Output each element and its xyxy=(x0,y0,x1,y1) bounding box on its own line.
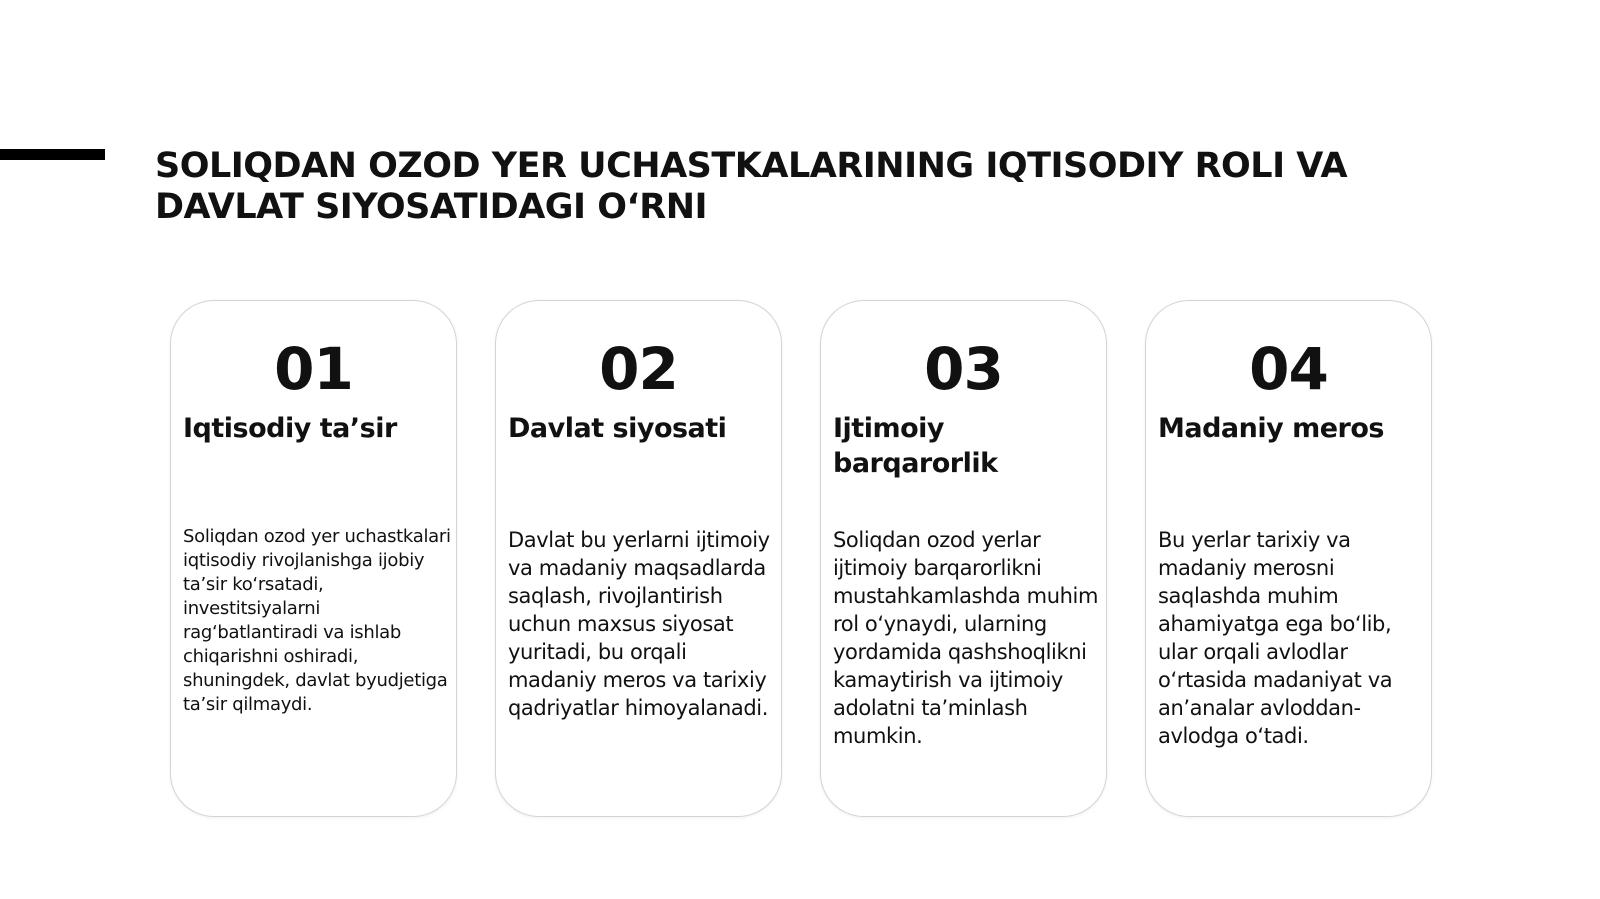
card-heading: Ijtimoiy barqarorlik xyxy=(833,413,998,479)
card-state-policy xyxy=(495,300,782,817)
card-body: Soliqdan ozod yerlar ijtimoiy barqarorlikni mustahkamlashda muhim rol o‘ynaydi, ularning yordamida qashshoqlikni kamaytirish va ijtimoiy adolatni ta’minlash mumkin. xyxy=(833,528,1099,748)
card-body: Soliqdan ozod yer uchastkalari iqtisodiy rivojlanishga ijobiy ta’sir ko‘rsatadi, investitsiyalarni rag‘batlantiradi va ishlab chiqarishni oshiradi, shuningdek, davlat byudjetiga ta’sir qilmaydi. xyxy=(183,526,451,715)
card-number: 04 xyxy=(1249,335,1328,403)
card-heading: Davlat siyosati xyxy=(508,413,727,444)
card-cultural-heritage xyxy=(1145,300,1432,817)
card-economic-impact xyxy=(170,300,457,817)
card-heading: Iqtisodiy ta’sir xyxy=(183,413,397,444)
card-number: 01 xyxy=(274,335,353,403)
card-number: 03 xyxy=(924,335,1003,403)
card-social-stability xyxy=(820,300,1107,817)
card-number: 02 xyxy=(599,335,678,403)
accent-bar xyxy=(0,149,105,160)
card-body: Bu yerlar tarixiy va madaniy merosni saqlashda muhim ahamiyatga ega bo‘lib, ular orqali avlodlar o‘rtasida madaniyat va an’analar avloddan-avlodga o‘tadi. xyxy=(1158,528,1393,748)
card-body: Davlat bu yerlarni ijtimoiy va madaniy maqsadlarda saqlash, rivojlantirish uchun maxsus siyosat yuritadi, bu orqali madaniy meros va tarixiy qadriyatlar himoyalanadi. xyxy=(508,528,770,720)
slide-title: SOLIQDAN OZOD YER UCHASTKALARINING IQTISODIY ROLI VA DAVLAT SIYOSATIDAGI O‘RNI xyxy=(155,146,1348,227)
card-heading: Madaniy meros xyxy=(1158,413,1384,444)
